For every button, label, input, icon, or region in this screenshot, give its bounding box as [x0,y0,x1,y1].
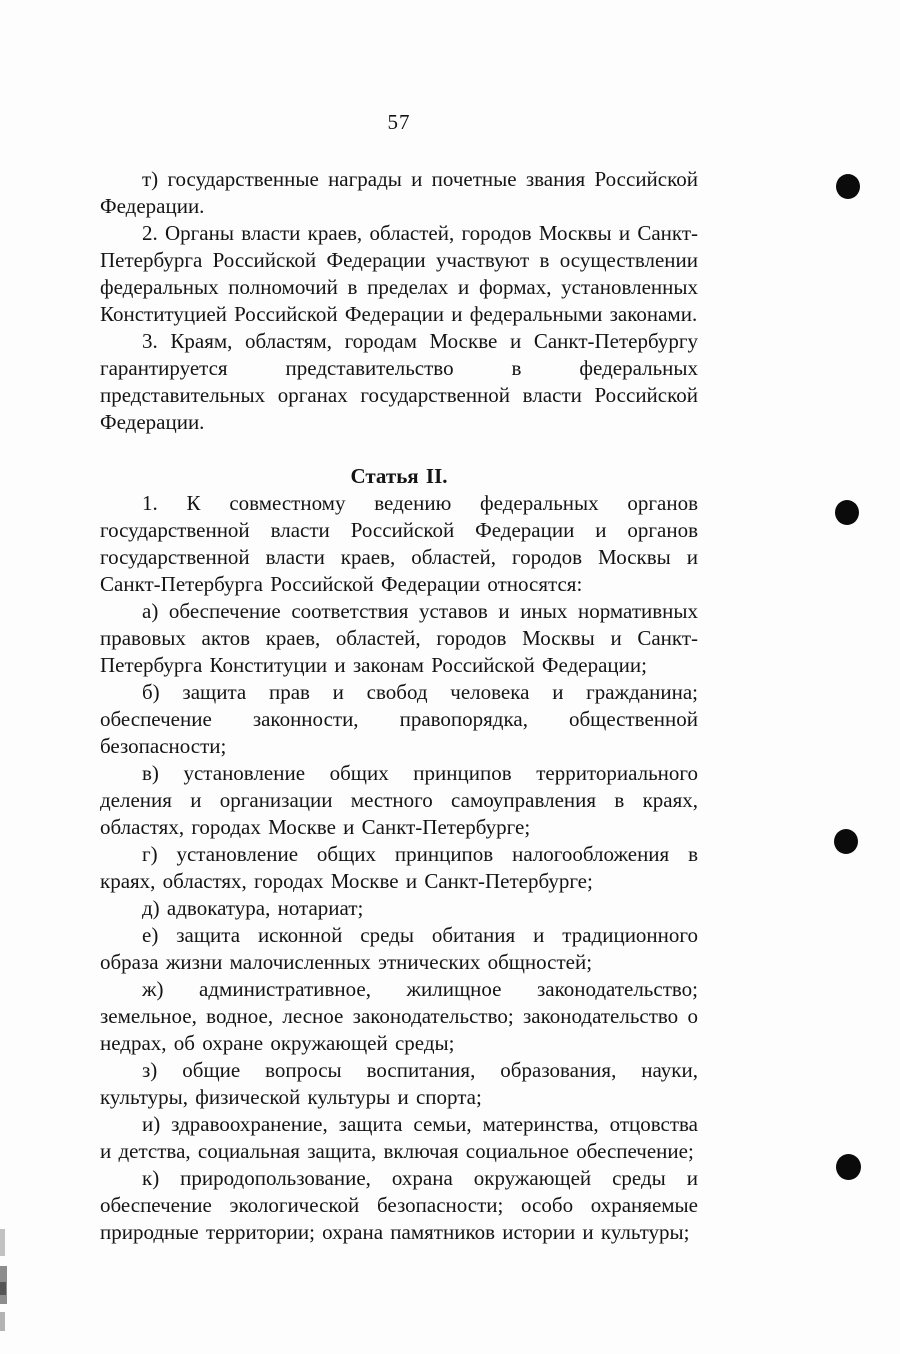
paragraph-item-zh: ж) административное, жилищное законодательство; земельное, водное, лесное законодательство; законодательство о недрах, об охране окружающей среды; [100,977,698,1055]
paragraph-item-d: д) адвокатура, нотариат; [142,896,364,920]
punch-dot-icon [835,500,859,525]
scan-artifact [0,1266,7,1304]
paragraph-item-k: к) природопользование, охрана окружающей среды и обеспечение экологической безопасности; особо охраняемые природные территории; охрана памятников истории и культуры; [100,1166,698,1244]
paragraph-item-v: в) установление общих принципов территориального деления и организации местного самоуправления в краях, областях, городах Москве и Санкт-Петербурге; [100,761,698,839]
paragraph-item-a: а) обеспечение соответствия уставов и иных нормативных правовых актов краев, областей, городов Москвы и Санкт-Петербурга Конституции и законам Российской Федерации; [100,599,698,677]
paragraph-clause-3: 3. Краям, областям, городам Москве и Санкт-Петербургу гарантируется представительство в федеральных представительных органах государственной власти Российской Федерации. [100,329,698,434]
punch-dot-icon [836,174,860,199]
paragraph-item-e: е) защита исконной среды обитания и традиционного образа жизни малочисленных этнических общностей; [100,923,698,974]
scan-artifact [0,1229,5,1256]
paragraph-item-i: и) здравоохранение, защита семьи, материнства, отцовства и детства, социальная защита, включая социальное обеспечение; [100,1112,698,1163]
paragraph-item-z: з) общие вопросы воспитания, образования, науки, культуры, физической культуры и спорта; [100,1058,698,1109]
paragraph-item-g: г) установление общих принципов налогообложения в краях, областях, городах Москве и Санкт-Петербурге; [100,842,698,893]
paragraph-clause-2: 2. Органы власти краев, областей, городов Москвы и Санкт-Петербурга Российской Федерации участвуют в осуществлении федеральных полномочий в пределах и формах, установленных Конституцией Российской Федерации и федеральными законами. [100,221,698,326]
article-heading: Статья II. [350,464,448,488]
document-body [100,166,698,1246]
paragraph-item-b: б) защита прав и свобод человека и гражданина; обеспечение законности, правопорядка, общественной безопасности; [100,680,698,758]
page-number: 57 [387,110,411,134]
punch-dot-icon [836,1154,861,1180]
scan-artifact [0,1312,5,1331]
paragraph-clause-1: 1. К совместному ведению федеральных органов государственной власти Российской Федерации и органов государственной власти краев, областей, городов Москвы и Санкт-Петербурга Российской Федерации относятся: [100,491,698,596]
punch-dot-icon [834,829,858,854]
paragraph-item-t: т) государственные награды и почетные звания Российской Федерации. [100,167,698,218]
